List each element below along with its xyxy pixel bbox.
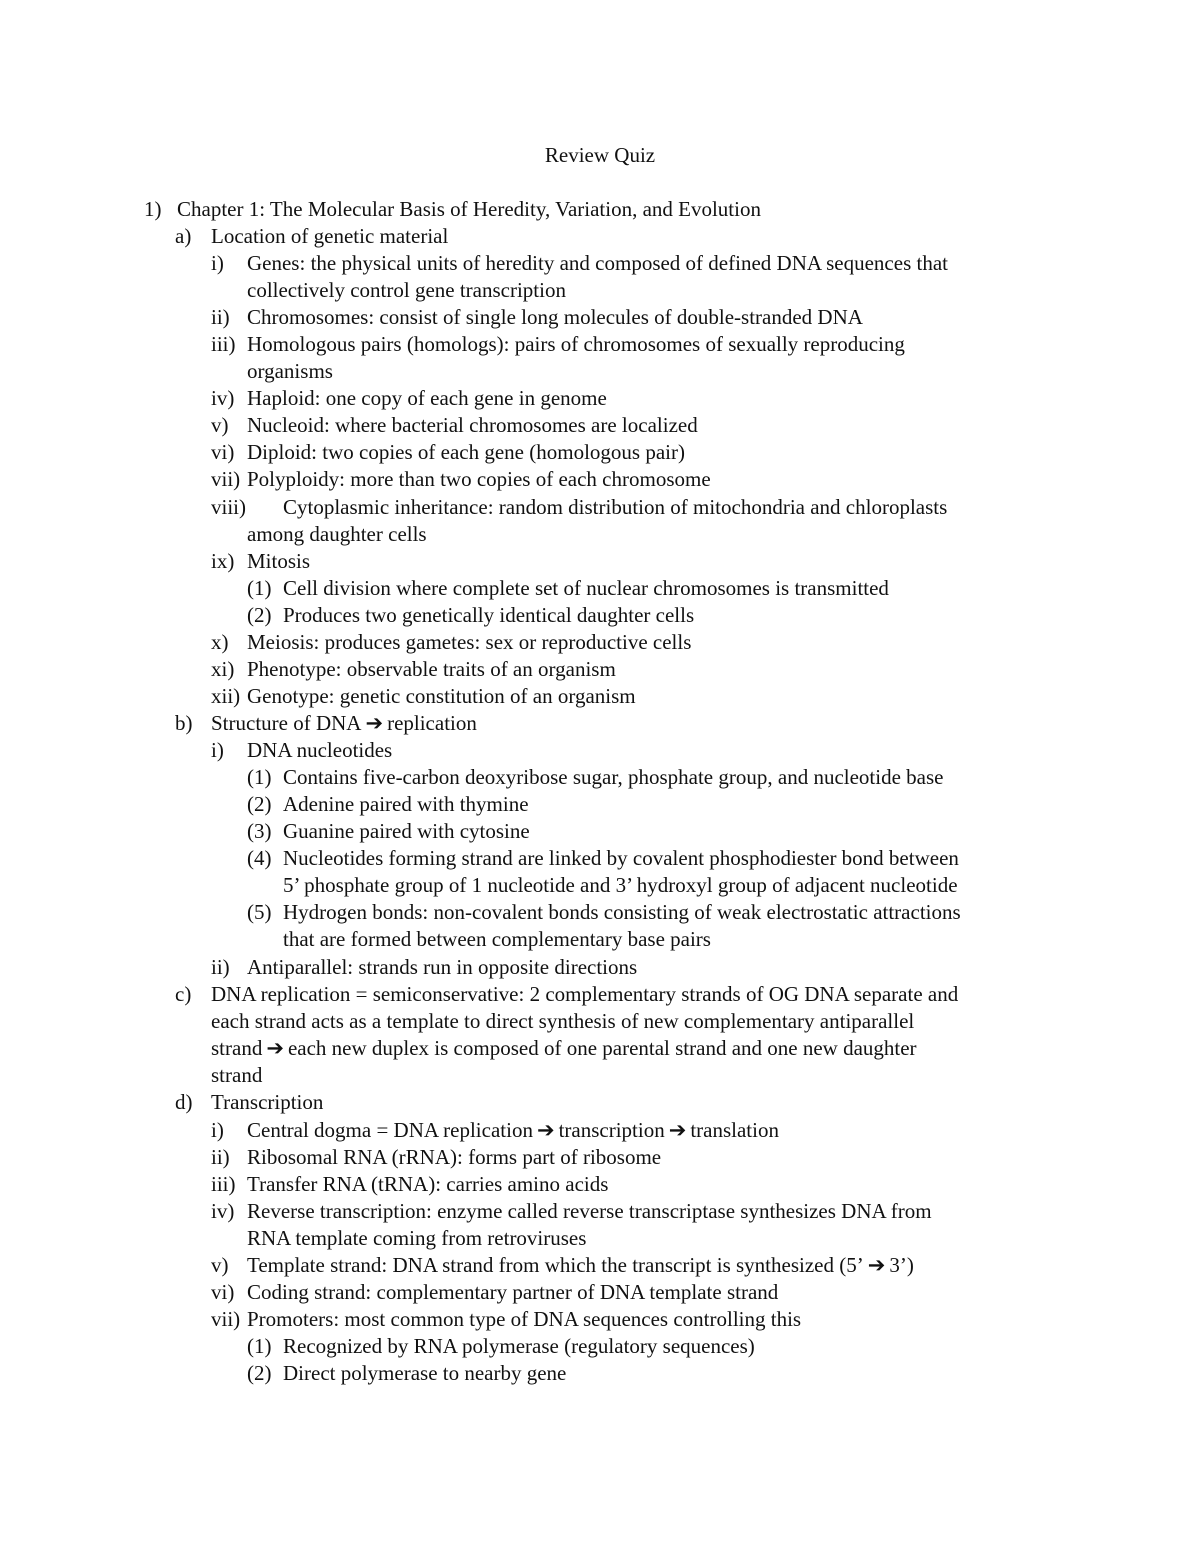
item-text: Nucleoid: where bacterial chromosomes are localized: [247, 413, 698, 437]
outline-item-b-i-5-continuation: [283, 926, 711, 953]
outline-item-a-viii-continuation: [247, 521, 427, 548]
item-label: b): [175, 711, 193, 735]
item-text: Reverse transcription: enzyme called reverse transcriptase synthesizes DNA from: [247, 1199, 932, 1223]
item-label: xi): [211, 657, 235, 681]
outline-item-a-iii-continuation: [247, 358, 333, 385]
outline-item-a: [175, 223, 448, 250]
item-label: i): [211, 738, 224, 762]
outline-item-d-iv: [211, 1198, 932, 1225]
outline-item-d-vii-1: [247, 1333, 755, 1360]
item-text: among daughter cells: [247, 522, 427, 546]
outline-item-a-xi: [211, 656, 616, 683]
outline-item-a-xii: [211, 683, 636, 710]
arrow-right-icon: ➔: [266, 1036, 284, 1060]
item-text: Diploid: two copies of each gene (homologous pair): [247, 440, 685, 464]
item-label: ix): [211, 549, 235, 573]
outline-item-a-v: [211, 412, 698, 439]
item-text: collectively control gene transcription: [247, 278, 566, 302]
outline-item-b-i-5: [247, 899, 961, 926]
item-label: vii): [211, 467, 241, 491]
item-label: (5): [247, 900, 272, 924]
item-text: Nucleotides forming strand are linked by covalent phosphodiester bond between: [283, 846, 959, 870]
item-text: Meiosis: produces gametes: sex or reproductive cells: [247, 630, 692, 654]
outline-item-d-ii: [211, 1144, 661, 1171]
item-text: Cytoplasmic inheritance: random distribution of mitochondria and chloroplasts: [283, 495, 948, 519]
item-text: replication: [387, 711, 477, 735]
item-label: (4): [247, 846, 272, 870]
item-text: Polyploidy: more than two copies of each chromosome: [247, 467, 711, 491]
item-text: Homologous pairs (homologs): pairs of chromosomes of sexually reproducing: [247, 332, 905, 356]
outline-item-a-ii: [211, 304, 863, 331]
arrow-right-icon: ➔: [536, 1118, 555, 1142]
item-text: Promoters: most common type of DNA sequences controlling this: [247, 1307, 802, 1331]
item-text: Ribosomal RNA (rRNA): forms part of ribosome: [247, 1145, 662, 1169]
outline-item-1: [144, 196, 761, 223]
outline-item-a-ix: [211, 548, 310, 575]
item-text: Direct polymerase to nearby gene: [283, 1361, 567, 1385]
item-label: 1): [144, 197, 162, 221]
outline-item-c-continuation: [211, 1035, 917, 1062]
outline-item-d-vii-2: [247, 1360, 566, 1387]
item-label: iii): [211, 332, 236, 356]
outline-item-b-i-1: [247, 764, 943, 791]
outline-item-d-vii: [211, 1306, 801, 1333]
arrow-right-icon: ➔: [867, 1253, 886, 1277]
item-label: vi): [211, 1280, 235, 1304]
outline-item-d: [175, 1089, 323, 1116]
item-text: that are formed between complementary base pairs: [283, 927, 711, 951]
outline-item-b-i-4: [247, 845, 959, 872]
item-text: Mitosis: [247, 549, 311, 573]
outline-item-d-vi: [211, 1279, 778, 1306]
item-label: vi): [211, 440, 235, 464]
item-text: Contains five-carbon deoxyribose sugar, phosphate group, and nucleotide base: [283, 765, 944, 789]
item-text: Chromosomes: consist of single long molecules of double-stranded DNA: [247, 305, 863, 329]
item-label: vii): [211, 1307, 241, 1331]
item-text: translation: [690, 1118, 779, 1142]
item-text: Phenotype: observable traits of an organism: [247, 657, 616, 681]
item-text: Structure of DNA: [211, 711, 362, 735]
outline-item-b-i: [211, 737, 392, 764]
item-text: 5’ phosphate group of 1 nucleotide and 3’ hydroxyl group of adjacent nucleotide: [283, 873, 958, 897]
item-label: iii): [211, 1172, 236, 1196]
item-text: Adenine paired with thymine: [283, 792, 529, 816]
item-text: DNA replication = semiconservative: 2 complementary strands of OG DNA separate and: [211, 982, 959, 1006]
item-label: (2): [247, 603, 272, 627]
arrow-right-icon: ➔: [668, 1118, 687, 1142]
outline-item-b-i-4-continuation: [283, 872, 958, 899]
outline-item-a-vii: [211, 466, 711, 493]
item-label: (1): [247, 765, 272, 789]
item-text: Recognized by RNA polymerase (regulatory sequences): [283, 1334, 755, 1358]
outline-item-b-i-3: [247, 818, 530, 845]
item-text: Guanine paired with cytosine: [283, 819, 530, 843]
outline-item-a-ix-1: [247, 575, 889, 602]
item-text: Location of genetic material: [211, 224, 449, 248]
outline-item-a-iii: [211, 331, 905, 358]
item-text: 3’): [889, 1253, 914, 1277]
item-label: v): [211, 413, 229, 437]
item-text: Chapter 1: The Molecular Basis of Heredity, Variation, and Evolution: [177, 197, 761, 221]
outline-item-d-iii: [211, 1171, 608, 1198]
outline-item-c-continuation: [211, 1008, 914, 1035]
item-label: xii): [211, 684, 241, 708]
item-text: each new duplex is composed of one parental strand and one new daughter: [287, 1036, 917, 1060]
outline-item-a-i-continuation: [247, 277, 566, 304]
outline-item-a-iv: [211, 385, 607, 412]
outline-item-a-ix-2: [247, 602, 694, 629]
item-text: Hydrogen bonds: non-covalent bonds consisting of weak electrostatic attractions: [283, 900, 961, 924]
item-label: (2): [247, 1361, 272, 1385]
item-label: d): [175, 1090, 193, 1114]
item-label: v): [211, 1253, 229, 1277]
outline-item-d-iv-continuation: [247, 1225, 586, 1252]
item-text: Genes: the physical units of heredity and composed of defined DNA sequences that: [247, 251, 948, 275]
item-text: each strand acts as a template to direct synthesis of new complementary antiparallel: [211, 1009, 915, 1033]
item-label: ii): [211, 955, 230, 979]
item-label: iv): [211, 1199, 235, 1223]
outline-item-a-x: [211, 629, 691, 656]
outline-item-d-v: [211, 1252, 914, 1279]
item-label: iv): [211, 386, 235, 410]
item-text: transcription: [558, 1118, 665, 1142]
item-text: Template strand: DNA strand from which the transcript is synthesized (5’: [247, 1253, 864, 1277]
item-label: x): [211, 630, 229, 654]
item-text: RNA template coming from retroviruses: [247, 1226, 587, 1250]
item-label: viii): [211, 495, 246, 519]
outline-item-c-continuation: [211, 1062, 262, 1089]
item-text: Haploid: one copy of each gene in genome: [247, 386, 607, 410]
item-text: Antiparallel: strands run in opposite directions: [247, 955, 638, 979]
item-text: strand: [211, 1036, 263, 1060]
item-label: c): [175, 982, 192, 1006]
item-text: Coding strand: complementary partner of DNA template strand: [247, 1280, 779, 1304]
arrow-right-icon: ➔: [365, 711, 384, 735]
outline-item-b-ii: [211, 954, 637, 981]
outline-item-d-i: [211, 1117, 779, 1144]
item-text: Transcription: [211, 1090, 324, 1114]
item-label: (1): [247, 576, 272, 600]
item-label: (3): [247, 819, 272, 843]
item-text: organisms: [247, 359, 333, 383]
item-label: ii): [211, 305, 230, 329]
item-text: strand: [211, 1063, 263, 1087]
outline-item-c: [175, 981, 958, 1008]
item-label: a): [175, 224, 192, 248]
document-title: Review Quiz: [544, 143, 656, 167]
item-label: i): [211, 251, 224, 275]
outline-item-b: [175, 710, 477, 737]
item-label: ii): [211, 1145, 230, 1169]
outline-item-a-vi: [211, 439, 685, 466]
item-text: Genotype: genetic constitution of an organism: [247, 684, 636, 708]
outline-item-b-i-2: [247, 791, 529, 818]
item-text: Transfer RNA (tRNA): carries amino acids: [247, 1172, 609, 1196]
outline-item-a-viii: [211, 494, 947, 521]
item-text: Produces two genetically identical daughter cells: [283, 603, 695, 627]
outline-item-a-i: [211, 250, 948, 277]
item-text: DNA nucleotides: [247, 738, 393, 762]
item-text: Central dogma = DNA replication: [247, 1118, 533, 1142]
item-label: (2): [247, 792, 272, 816]
item-text: Cell division where complete set of nuclear chromosomes is transmitted: [283, 576, 889, 600]
item-label: i): [211, 1118, 224, 1142]
item-label: (1): [247, 1334, 272, 1358]
